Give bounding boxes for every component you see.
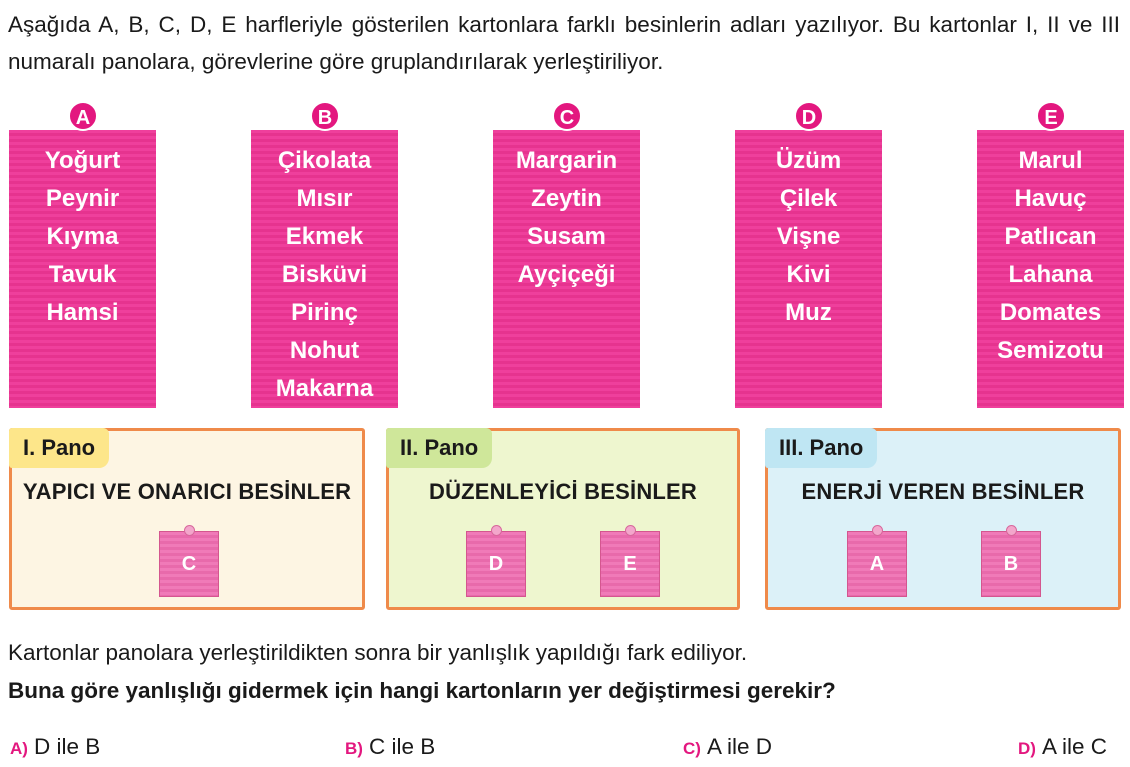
pano-card	[466, 531, 526, 597]
pano-card-letter: B	[1003, 553, 1019, 575]
pano-card	[981, 531, 1041, 597]
pano-2	[386, 428, 740, 610]
pano-3-title: ENERJİ VEREN BESİNLER	[801, 479, 1085, 504]
pano-card-letter: D	[488, 553, 504, 575]
food-item: Pirinç	[291, 299, 358, 326]
card-e-badge: E	[1036, 101, 1066, 131]
intro-text: Aşağıda A, B, C, D, E harfleriyle gösterilen kartonlara farklı besinlerin adları yazılıyor. Bu kartonlar I, II ve III numaralı panolara, görevlerine göre gruplandırılarak yerleştiriliyor.	[8, 12, 1120, 74]
pin-icon	[625, 525, 636, 536]
food-item: Çilek	[779, 185, 838, 212]
pano-card-letter: C	[181, 553, 197, 575]
card-b	[251, 130, 398, 408]
food-item: Çikolata	[277, 147, 372, 174]
pin-icon	[872, 525, 883, 536]
card-e	[977, 130, 1124, 408]
food-item: Makarna	[275, 375, 374, 402]
food-item: Tavuk	[48, 261, 117, 288]
pano-2-title: DÜZENLEYİCİ BESİNLER	[428, 479, 698, 504]
pin-icon	[1006, 525, 1017, 536]
question-context: Kartonlar panolara yerleştirildikten sonra bir yanlışlık yapıldığı fark ediliyor.	[8, 640, 748, 665]
food-item: Patlıcan	[1004, 223, 1097, 250]
option-c-letter: C)	[683, 739, 701, 758]
card-c-badge: C	[552, 101, 582, 131]
pano-card-letter: E	[623, 553, 637, 575]
food-item: Kıyma	[46, 223, 119, 250]
option-b[interactable]	[345, 734, 435, 760]
pano-2-tag: II. Pano	[386, 428, 492, 468]
pano-card	[847, 531, 907, 597]
pano-1-title: YAPICI VE ONARICI BESİNLER	[22, 479, 352, 504]
food-item: Margarin	[515, 147, 618, 174]
option-a-letter: A)	[10, 739, 28, 758]
food-item: Mısır	[296, 185, 353, 212]
pin-icon	[491, 525, 502, 536]
option-b-text: C ile B	[368, 734, 436, 759]
option-d-text: A ile C	[1041, 734, 1107, 759]
card-c	[493, 130, 640, 408]
option-d-letter: D)	[1018, 739, 1036, 758]
food-item: Bisküvi	[281, 261, 368, 288]
food-item: Nohut	[289, 337, 360, 364]
option-b-letter: B)	[345, 739, 363, 758]
card-b-badge: B	[310, 101, 340, 131]
food-item: Hamsi	[46, 299, 119, 326]
food-item: Zeytin	[531, 185, 602, 212]
pano-card-letter: A	[869, 553, 885, 575]
food-item: Semizotu	[997, 337, 1104, 364]
option-a[interactable]	[10, 734, 100, 760]
food-item: Lahana	[1008, 261, 1093, 288]
food-item: Marul	[1018, 147, 1083, 174]
option-c[interactable]	[683, 734, 772, 760]
card-d-badge: D	[794, 101, 824, 131]
food-item: Ayçiçeği	[517, 261, 616, 288]
pano-3	[765, 428, 1121, 610]
food-item: Muz	[785, 299, 832, 326]
option-a-text: D ile B	[33, 734, 101, 759]
pano-1	[9, 428, 365, 610]
food-item: Ekmek	[285, 223, 364, 250]
pano-1-tag: I. Pano	[9, 428, 109, 468]
pano-3-tag: III. Pano	[765, 428, 877, 468]
food-item: Yoğurt	[44, 147, 121, 174]
food-item: Susam	[527, 223, 606, 250]
card-d	[735, 130, 882, 408]
food-item: Kivi	[786, 261, 831, 288]
pano-card	[600, 531, 660, 597]
food-item: Vişne	[776, 223, 841, 250]
card-a-badge: A	[68, 101, 98, 131]
food-item: Havuç	[1014, 185, 1087, 212]
option-c-text: A ile D	[706, 734, 772, 759]
question-stem: Buna göre yanlışlığı gidermek için hangi kartonların yer değiştirmesi gerekir?	[8, 678, 836, 703]
option-d[interactable]	[1018, 734, 1107, 760]
card-a	[9, 130, 156, 408]
pin-icon	[184, 525, 195, 536]
food-item: Üzüm	[775, 147, 842, 174]
food-item: Domates	[999, 299, 1102, 326]
pano-card	[159, 531, 219, 597]
food-item: Peynir	[45, 185, 120, 212]
